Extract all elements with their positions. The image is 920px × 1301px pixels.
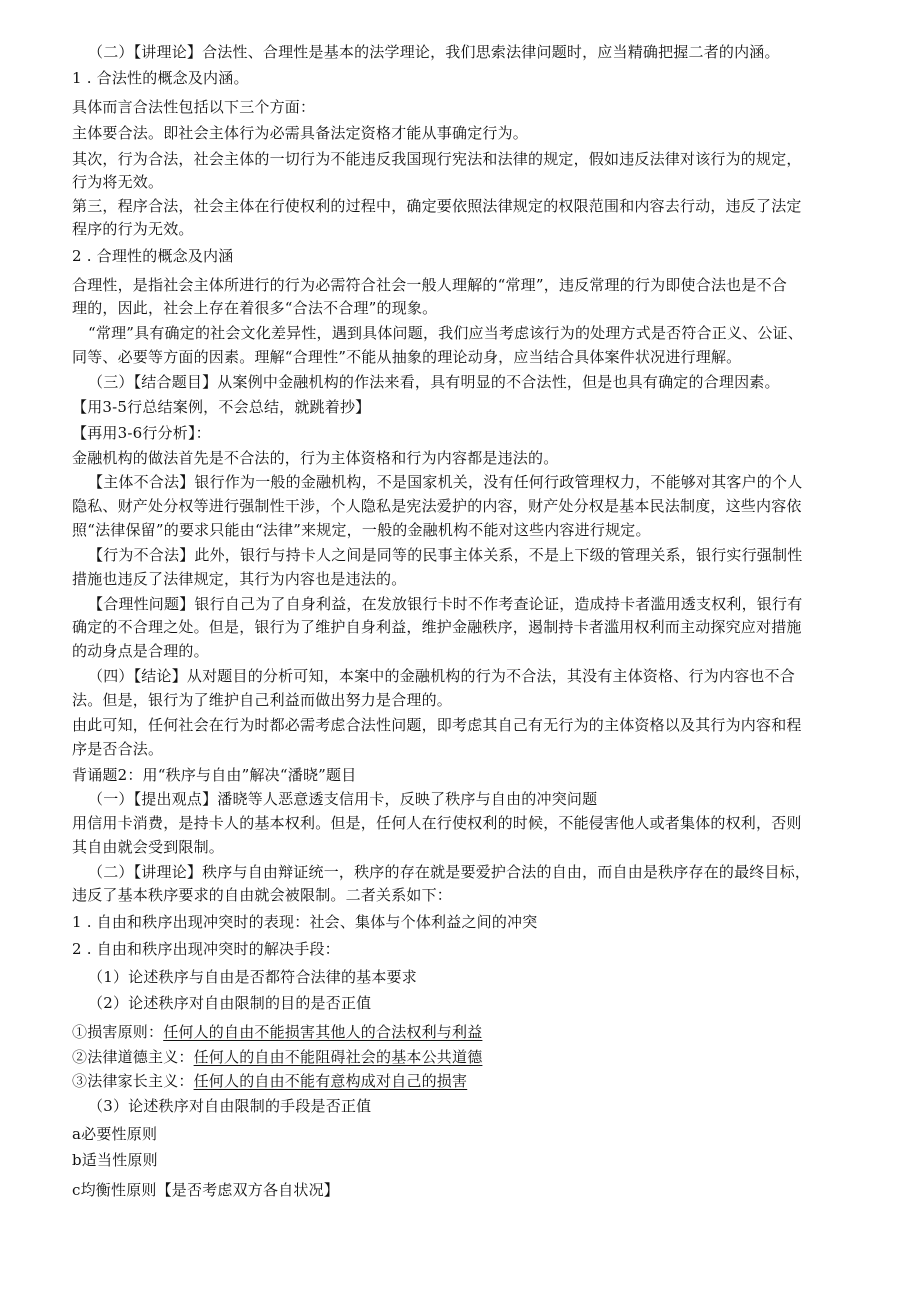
paragraph-line: 序是否合法。 [72,740,164,758]
paragraph-line: 【行为不合法】此外，银行与持卡人之间是同等的民事主体关系，不是上下级的管理关系，银行实行强制性 [88,546,803,564]
paragraph-line: 违反了基本秩序要求的自由就会被限制。二者关系如下： [72,886,453,904]
paragraph-line: 程序的行为无效。 [72,220,194,238]
principle-text: 任何人的自由不能损害其他人的合法权利与利益 [163,1023,483,1041]
sub-item: （2）论述秩序对自由限制的目的是否正值 [88,994,372,1012]
paragraph-line: 其次，行为合法，社会主体的一切行为不能违反我国现行宪法和法律的规定，假如违反法律对该行为的规定， [72,150,802,168]
paragraph-line: 【合理性问题】银行自己为了自身利益，在发放银行卡时不作考查论证，造成持卡者滥用透支权利，银行有 [88,595,803,613]
list-item: c均衡性原则【是否考虑双方各自状况】 [72,1181,340,1199]
section-heading-3: （三）【结合题目】从案例中金融机构的作法来看，具有明显的不合法性，但是也具有确定的合理因素。 [88,373,780,391]
list-item: a必要性原则 [72,1125,158,1143]
list-item: b适当性原则 [72,1151,158,1169]
recitation-title: 背诵题2：用“秩序与自由”解决“潘晓”题目 [72,766,357,784]
section-heading-1: （一）【提出观点】潘晓等人恶意透支信用卡，反映了秩序与自由的冲突问题 [88,790,598,808]
paragraph-line: 行为将无效。 [72,173,164,191]
sub-item: （1）论述秩序与自由是否都符合法律的基本要求 [88,968,417,986]
note-line: 【再用3-6行分析】： [72,424,211,442]
principle-item [72,1069,884,1093]
section-heading-2: （二）【讲理论】合法性、合理性是基本的法学理论，我们思索法律问题时，应当精确把握二者的内涵。 [88,43,780,61]
paragraph-line: 法。但是，银行为了维护自己利益而做出努力是合理的。 [72,691,453,709]
subheading-rationality: 2 . 合理性的概念及内涵 [72,247,234,265]
paragraph-line: 理的，因此，社会上存在着很多“合法不合理”的现象。 [72,299,438,317]
paragraph-line: 隐私、财产处分权等进行强制性干涉，个人隐私是宪法爱护的内容，财产处分权是基本民法制度，这些内容依 [72,497,802,515]
section-heading-2: （二）【讲理论】秩序与自由辩证统一，秩序的存在就是要爱护合法的自由，而自由是秩序存在的最终目标， [88,863,811,881]
paragraph-line: 第三，程序合法，社会主体在行使权利的过程中，确定要依照法律规定的权限范围和内容去行动，违反了法定 [72,197,802,215]
paragraph-line: 具体而言合法性包括以下三个方面： [72,98,316,116]
note-line: 【用3-5行总结案例，不会总结，就跳着抄】 [72,398,371,416]
paragraph-line: 确定的不合理之处。但是，银行为了维护自身利益，维护金融秩序，遏制持卡者滥用权利而主动探究应对措施 [72,618,802,636]
paragraph-line: 由此可知，任何社会在行为时都必需考虑合法性问题，即考虑其自己有无行为的主体资格以及其行为内容和程 [72,716,802,734]
numbered-item: 2 . 自由和秩序出现冲突时的解决手段： [72,940,340,958]
principle-item [72,1045,884,1069]
principle-text: 任何人的自由不能有意构成对自己的损害 [193,1072,468,1090]
paragraph-line: 金融机构的做法首先是不合法的，行为主体资格和行为内容都是违法的。 [72,449,559,467]
principle-label: ①损害原则： [72,1023,164,1041]
paragraph-line: 同等、必要等方面的因素。理解“合理性”不能从抽象的理论动身，应当结合具体案件状况进行理解。 [72,348,742,366]
paragraph-line: “常理”具有确定的社会文化差异性，遇到具体问题，我们应当考虑该行为的处理方式是否符合正义、公证、 [88,324,803,342]
paragraph-line: 【主体不合法】银行作为一般的金融机构，不是国家机关，没有任何行政管理权力，不能够对其客户的个人 [88,473,803,491]
principle-item [72,1020,884,1044]
paragraph-line: 用信用卡消费，是持卡人的基本权利。但是，任何人在行使权利的时候，不能侵害他人或者集体的权利，否则 [72,814,802,832]
numbered-item: 1 . 自由和秩序出现冲突时的表现：社会、集体与个体利益之间的冲突 [72,913,538,931]
subheading-legality: 1 . 合法性的概念及内涵。 [72,69,249,87]
paragraph-line: 其自由就会受到限制。 [72,838,225,856]
paragraph-line: 主体要合法。即社会主体行为必需具备法定资格才能从事确定行为。 [72,124,529,142]
paragraph-line: 的动身点是合理的。 [72,642,209,660]
paragraph-line: 合理性，是指社会主体所进行的行为必需符合社会一般人理解的“常理”，违反常理的行为即使合法也是不合 [72,276,787,294]
sub-item: （3）论述秩序对自由限制的手段是否正值 [88,1097,372,1115]
principle-label: ②法律道德主义： [72,1048,194,1066]
paragraph-line: 措施也违反了法律规定，其行为内容也是违法的。 [72,570,407,588]
paragraph-line: 照“法律保留”的要求只能由“法律”来规定，一般的金融机构不能对这些内容进行规定。 [72,521,651,539]
principle-label: ③法律家长主义： [72,1072,194,1090]
principle-text: 任何人的自由不能阻碍社会的基本公共道德 [193,1048,483,1066]
section-heading-4: （四）【结论】从对题目的分析可知，本案中的金融机构的行为不合法，其没有主体资格、行为内容也不合 [88,667,795,685]
